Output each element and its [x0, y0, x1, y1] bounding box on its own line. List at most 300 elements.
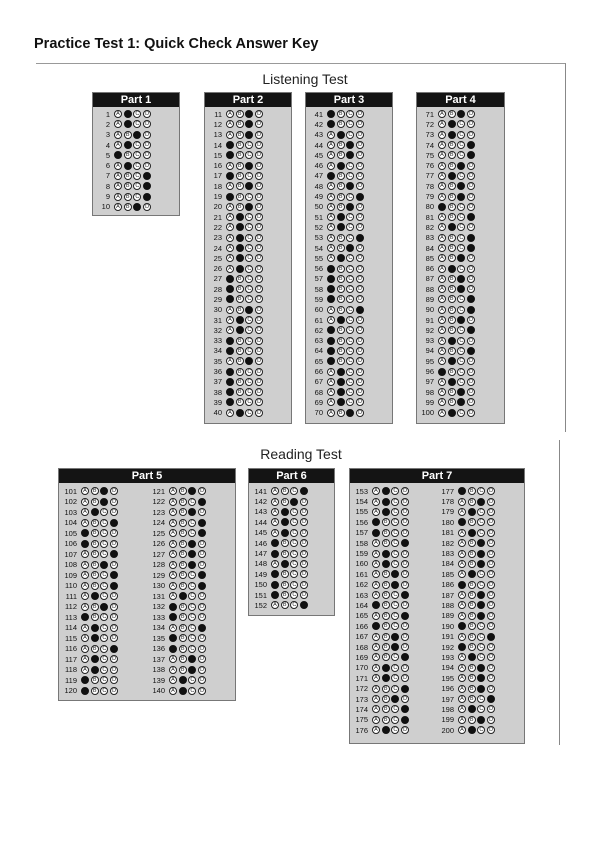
filled-answer-bubble	[198, 571, 206, 579]
answer-bubble: D	[255, 409, 263, 417]
answer-bubble: D	[255, 337, 263, 345]
answer-row	[61, 654, 120, 665]
answer-bubble: C	[245, 244, 253, 252]
answer-bubble: D	[401, 529, 409, 537]
filled-answer-bubble	[169, 603, 177, 611]
answer-bubble: C	[100, 529, 108, 537]
answer-row	[352, 673, 411, 683]
answer-bubble: A	[327, 182, 335, 190]
answer-bubble: C	[457, 223, 465, 231]
part-3-header: Part 3	[306, 93, 392, 107]
answer-bubble: B	[179, 519, 187, 527]
answer-bubble: C	[391, 612, 399, 620]
filled-answer-bubble	[198, 582, 206, 590]
answer-row	[149, 644, 208, 655]
question-number: 139	[152, 675, 165, 685]
answer-bubble: D	[143, 203, 151, 211]
filled-answer-bubble	[337, 162, 345, 170]
answer-bubble: D	[110, 603, 118, 611]
question-number: 57	[314, 274, 323, 284]
answer-bubble: B	[236, 172, 244, 180]
answer-bubble: A	[438, 162, 446, 170]
answer-bubble: A	[372, 643, 380, 651]
answer-bubble: B	[179, 508, 187, 516]
answer-bubble: C	[477, 695, 485, 703]
answer-row	[310, 397, 366, 407]
answer-bubble: A	[114, 193, 122, 201]
answer-column	[251, 486, 310, 611]
answer-bubble: A	[438, 254, 446, 262]
answer-bubble: B	[448, 162, 456, 170]
answer-bubble: C	[290, 550, 298, 558]
answer-row	[310, 181, 366, 191]
answer-bubble: A	[458, 674, 466, 682]
answer-bubble: A	[458, 601, 466, 609]
question-number: 98	[425, 387, 434, 397]
answer-bubble: D	[300, 529, 308, 537]
answer-bubble: A	[81, 645, 89, 653]
filled-answer-bubble	[382, 550, 390, 558]
answer-bubble: C	[477, 653, 485, 661]
answer-row	[421, 191, 477, 201]
question-number: 85	[425, 253, 434, 263]
filled-answer-bubble	[110, 519, 118, 527]
filled-answer-bubble	[226, 172, 234, 180]
answer-bubble: D	[487, 581, 495, 589]
answer-row	[438, 611, 497, 621]
answer-bubble: A	[458, 726, 466, 734]
answer-bubble: A	[458, 653, 466, 661]
answer-bubble: C	[346, 368, 354, 376]
answer-bubble: D	[356, 172, 364, 180]
answer-bubble: B	[179, 561, 187, 569]
answer-bubble: D	[401, 581, 409, 589]
filled-answer-bubble	[169, 645, 177, 653]
answer-bubble: D	[487, 498, 495, 506]
question-number: 200	[441, 725, 454, 735]
answer-bubble: A	[81, 571, 89, 579]
answer-bubble: C	[477, 529, 485, 537]
answer-bubble: B	[91, 487, 99, 495]
question-number: 39	[213, 397, 222, 407]
answer-row	[61, 591, 120, 602]
answer-row	[421, 202, 477, 212]
question-number: 23	[213, 233, 222, 243]
answer-bubble: C	[457, 368, 465, 376]
filled-answer-bubble	[236, 254, 244, 262]
answer-bubble: C	[391, 498, 399, 506]
question-number: 82	[425, 222, 434, 232]
answer-bubble: A	[169, 550, 177, 558]
answer-row	[209, 109, 265, 119]
question-number: 135	[152, 633, 165, 643]
answer-row	[61, 507, 120, 518]
answer-bubble: A	[226, 223, 234, 231]
answer-bubble: B	[236, 162, 244, 170]
answer-bubble: C	[457, 151, 465, 159]
answer-bubble: D	[198, 487, 206, 495]
answer-bubble: A	[458, 705, 466, 713]
answer-bubble: D	[467, 285, 475, 293]
answer-row	[310, 243, 366, 253]
answer-bubble: B	[448, 203, 456, 211]
answer-bubble: A	[81, 666, 89, 674]
filled-answer-bubble	[245, 131, 253, 139]
answer-bubble: C	[188, 603, 196, 611]
question-number: 137	[152, 654, 165, 664]
question-number: 117	[65, 654, 77, 664]
answer-bubble: B	[337, 337, 345, 345]
question-number: 41	[314, 109, 323, 119]
answer-bubble: D	[110, 487, 118, 495]
answer-row	[149, 518, 208, 529]
question-number: 181	[441, 528, 454, 538]
answer-row	[421, 387, 477, 397]
answer-bubble: D	[356, 141, 364, 149]
answer-row	[421, 233, 477, 243]
answer-row	[251, 569, 310, 579]
question-number: 61	[314, 315, 323, 325]
answer-bubble: A	[458, 560, 466, 568]
filled-answer-bubble	[110, 645, 118, 653]
answer-bubble: B	[448, 347, 456, 355]
answer-bubble: D	[110, 655, 118, 663]
answer-bubble: B	[236, 295, 244, 303]
answer-row	[352, 528, 411, 538]
question-number: 86	[425, 264, 434, 274]
filled-answer-bubble	[198, 624, 206, 632]
answer-row	[61, 686, 120, 697]
filled-answer-bubble	[100, 603, 108, 611]
answer-row	[209, 222, 265, 232]
filled-answer-bubble	[81, 676, 89, 684]
answer-row	[352, 559, 411, 569]
filled-answer-bubble	[467, 234, 475, 242]
answer-bubble: D	[143, 162, 151, 170]
filled-answer-bubble	[236, 326, 244, 334]
answer-bubble: A	[327, 162, 335, 170]
question-number: 97	[425, 377, 434, 387]
answer-bubble: D	[255, 223, 263, 231]
answer-bubble: D	[300, 539, 308, 547]
answer-bubble: D	[401, 643, 409, 651]
answer-bubble: D	[255, 295, 263, 303]
filled-answer-bubble	[356, 306, 364, 314]
answer-bubble: A	[372, 539, 380, 547]
answer-row	[251, 528, 310, 538]
answer-bubble: C	[100, 666, 108, 674]
answer-bubble: D	[401, 674, 409, 682]
filled-answer-bubble	[245, 120, 253, 128]
filled-answer-bubble	[457, 285, 465, 293]
question-number: 96	[425, 367, 434, 377]
part-6-panel	[248, 468, 335, 616]
answer-bubble: B	[179, 582, 187, 590]
filled-answer-bubble	[110, 571, 118, 579]
question-number: 167	[355, 632, 368, 642]
filled-answer-bubble	[477, 560, 485, 568]
answer-row	[251, 580, 310, 590]
answer-row	[209, 356, 265, 366]
answer-bubble: A	[226, 110, 234, 118]
answer-bubble: D	[487, 622, 495, 630]
answer-bubble: B	[236, 285, 244, 293]
answer-bubble: B	[179, 550, 187, 558]
answer-bubble: D	[401, 726, 409, 734]
filled-answer-bubble	[226, 347, 234, 355]
answer-row	[421, 325, 477, 335]
answer-bubble: B	[337, 203, 345, 211]
answer-bubble: B	[468, 612, 476, 620]
answer-bubble: B	[91, 645, 99, 653]
filled-answer-bubble	[198, 529, 206, 537]
answer-row	[209, 305, 265, 315]
answer-row	[209, 212, 265, 222]
answer-bubble: A	[458, 633, 466, 641]
answer-bubble: B	[236, 306, 244, 314]
answer-bubble: A	[81, 624, 89, 632]
answer-row	[61, 539, 120, 550]
answer-row	[438, 694, 497, 704]
answer-bubble: A	[438, 265, 446, 273]
answer-bubble: A	[327, 398, 335, 406]
answer-row	[209, 274, 265, 284]
filled-answer-bubble	[337, 213, 345, 221]
answer-bubble: A	[169, 571, 177, 579]
answer-row	[310, 171, 366, 181]
answer-bubble: B	[124, 193, 132, 201]
filled-answer-bubble	[327, 326, 335, 334]
answer-bubble: B	[382, 518, 390, 526]
answer-row	[310, 191, 366, 201]
answer-bubble: A	[114, 141, 122, 149]
filled-answer-bubble	[467, 244, 475, 252]
answer-row	[352, 715, 411, 725]
answer-row	[61, 665, 120, 676]
answer-bubble: C	[188, 676, 196, 684]
answer-row	[97, 191, 153, 201]
answer-bubble: A	[327, 213, 335, 221]
answer-bubble: A	[372, 664, 380, 672]
filled-answer-bubble	[391, 643, 399, 651]
answer-bubble: C	[391, 529, 399, 537]
filled-answer-bubble	[271, 581, 279, 589]
answer-row	[310, 377, 366, 387]
answer-bubble: D	[356, 316, 364, 324]
filled-answer-bubble	[382, 508, 390, 516]
answer-bubble: C	[290, 591, 298, 599]
question-number: 115	[65, 633, 77, 643]
answer-bubble: D	[356, 388, 364, 396]
question-number: 36	[213, 367, 222, 377]
filled-answer-bubble	[401, 539, 409, 547]
question-number: 120	[64, 686, 77, 696]
question-number: 127	[152, 549, 165, 559]
answer-bubble: A	[327, 409, 335, 417]
answer-bubble: D	[401, 560, 409, 568]
question-number: 123	[152, 507, 165, 517]
answer-bubble: D	[255, 265, 263, 273]
answer-bubble: D	[401, 498, 409, 506]
answer-bubble: D	[110, 540, 118, 548]
answer-bubble: D	[487, 664, 495, 672]
answer-bubble: B	[91, 540, 99, 548]
answer-bubble: C	[188, 582, 196, 590]
answer-row	[209, 387, 265, 397]
answer-bubble: B	[91, 687, 99, 695]
answer-bubble: D	[255, 234, 263, 242]
filled-answer-bubble	[271, 550, 279, 558]
answer-bubble: D	[467, 357, 475, 365]
answer-bubble: D	[255, 151, 263, 159]
answer-bubble: A	[81, 508, 89, 516]
answer-row	[149, 539, 208, 550]
answer-bubble: A	[458, 508, 466, 516]
answer-bubble: C	[188, 592, 196, 600]
question-number: 15	[213, 150, 222, 160]
answer-bubble: A	[169, 592, 177, 600]
question-number: 91	[425, 315, 434, 325]
question-number: 124	[152, 518, 165, 528]
answer-bubble: D	[487, 550, 495, 558]
question-number: 173	[355, 694, 368, 704]
answer-row	[209, 397, 265, 407]
filled-answer-bubble	[188, 666, 196, 674]
question-number: 188	[441, 600, 454, 610]
answer-bubble: D	[467, 316, 475, 324]
filled-answer-bubble	[457, 182, 465, 190]
answer-row	[352, 580, 411, 590]
answer-bubble: B	[179, 603, 187, 611]
question-number: 68	[314, 387, 323, 397]
answer-bubble: D	[143, 120, 151, 128]
filled-answer-bubble	[346, 141, 354, 149]
answer-row	[149, 602, 208, 613]
answer-bubble: B	[91, 498, 99, 506]
answer-bubble: A	[327, 316, 335, 324]
answer-row	[438, 507, 497, 517]
question-number: 78	[425, 181, 434, 191]
question-number: 50	[314, 202, 323, 212]
answer-bubble: D	[198, 592, 206, 600]
question-number: 2	[105, 119, 110, 129]
answer-row	[421, 263, 477, 273]
answer-row	[97, 119, 153, 129]
answer-bubble: D	[110, 634, 118, 642]
answer-row	[310, 160, 366, 170]
answer-bubble: D	[255, 388, 263, 396]
filled-answer-bubble	[188, 561, 196, 569]
answer-bubble: A	[114, 182, 122, 190]
answer-bubble: B	[337, 110, 345, 118]
answer-row	[61, 560, 120, 571]
answer-bubble: A	[169, 582, 177, 590]
question-number: 48	[314, 181, 323, 191]
question-number: 25	[213, 253, 222, 263]
answer-bubble: D	[356, 131, 364, 139]
answer-bubble: D	[356, 378, 364, 386]
answer-row	[352, 725, 411, 735]
answer-row	[61, 549, 120, 560]
answer-row	[421, 336, 477, 346]
question-number: 197	[441, 694, 454, 704]
answer-row	[209, 263, 265, 273]
question-number: 84	[425, 243, 434, 253]
answer-bubble: D	[487, 539, 495, 547]
question-number: 30	[213, 305, 222, 315]
answer-bubble: C	[245, 193, 253, 201]
answer-bubble: A	[226, 306, 234, 314]
answer-bubble: D	[356, 368, 364, 376]
answer-row	[438, 600, 497, 610]
question-number: 150	[254, 580, 267, 590]
answer-bubble: D	[487, 674, 495, 682]
filled-answer-bubble	[448, 378, 456, 386]
answer-bubble: C	[100, 676, 108, 684]
filled-answer-bubble	[457, 254, 465, 262]
answer-bubble: A	[458, 498, 466, 506]
answer-row	[438, 704, 497, 714]
question-number: 18	[213, 181, 222, 191]
question-number: 187	[441, 590, 454, 600]
question-number: 189	[441, 611, 454, 621]
filled-answer-bubble	[477, 591, 485, 599]
answer-bubble: D	[356, 326, 364, 334]
answer-bubble: D	[300, 570, 308, 578]
answer-bubble: C	[188, 613, 196, 621]
question-number: 92	[425, 325, 434, 335]
answer-row	[421, 119, 477, 129]
answer-bubble: A	[438, 141, 446, 149]
answer-bubble: D	[300, 550, 308, 558]
answer-bubble: B	[124, 203, 132, 211]
answer-bubble: C	[457, 265, 465, 273]
answer-bubble: D	[467, 120, 475, 128]
filled-answer-bubble	[91, 624, 99, 632]
answer-bubble: C	[391, 560, 399, 568]
filled-answer-bubble	[124, 110, 132, 118]
question-number: 26	[213, 264, 222, 274]
question-number: 38	[213, 387, 222, 397]
answer-bubble: D	[356, 398, 364, 406]
filled-answer-bubble	[457, 162, 465, 170]
answer-bubble: C	[245, 368, 253, 376]
answer-bubble: C	[346, 337, 354, 345]
answer-row	[352, 663, 411, 673]
answer-bubble: A	[81, 550, 89, 558]
answer-row	[438, 559, 497, 569]
question-number: 129	[152, 570, 165, 580]
answer-bubble: D	[255, 120, 263, 128]
filled-answer-bubble	[477, 612, 485, 620]
answer-row	[421, 130, 477, 140]
question-number: 143	[254, 507, 267, 517]
answer-bubble: A	[169, 508, 177, 516]
answer-bubble: A	[114, 110, 122, 118]
filled-answer-bubble	[100, 487, 108, 495]
question-number: 1	[105, 109, 110, 119]
answer-bubble: B	[448, 388, 456, 396]
answer-row	[310, 315, 366, 325]
question-number: 134	[152, 623, 165, 633]
part-5-panel	[58, 468, 236, 701]
part-4-panel	[416, 92, 505, 424]
question-number: 73	[425, 130, 434, 140]
question-number: 69	[314, 397, 323, 407]
filled-answer-bubble	[300, 487, 308, 495]
answer-bubble: C	[391, 550, 399, 558]
answer-bubble: D	[198, 666, 206, 674]
